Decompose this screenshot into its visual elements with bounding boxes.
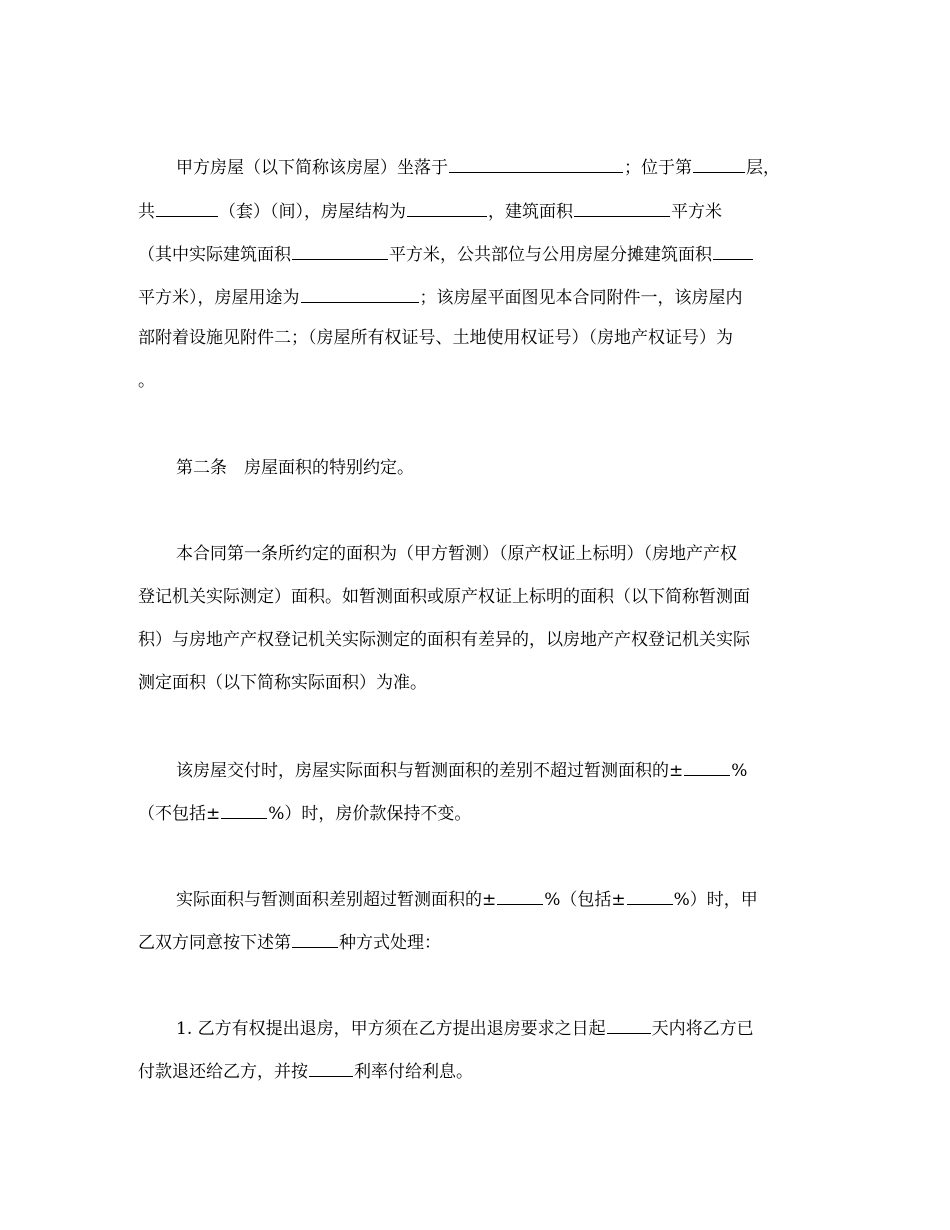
p3-line1 <box>176 757 818 781</box>
p3-line2 <box>138 800 818 824</box>
blank-exceed-incl-pct <box>627 886 673 905</box>
p1-text: 平方米），房屋用途为 <box>138 288 300 308</box>
blank-refund-days <box>607 1015 651 1034</box>
p1-text: 共 <box>138 202 155 222</box>
p4-text: %（包括± <box>544 890 626 910</box>
p1-text: ；位于第 <box>624 158 692 178</box>
p3-text: %）时，房价款保持不变。 <box>268 804 472 824</box>
p4-line1 <box>176 886 818 910</box>
p5-text: 付款退还给乙方，并按 <box>138 1062 308 1082</box>
p1-text: ，建筑面积 <box>488 202 573 222</box>
p1-line2 <box>138 198 818 222</box>
p1-text: 层， <box>746 158 780 178</box>
p2-text: 积）与房地产产权登记机关实际测定的面积有差异的，以房地产产权登记机关实际 <box>138 630 750 650</box>
blank-interest-rate <box>309 1058 353 1077</box>
p1-text: （套）（间），房屋结构为 <box>219 202 406 222</box>
blank-shared-area <box>713 241 753 260</box>
p1-text: 部附着设施见附件二；（房屋所有权证号、土地使用权证号）（房地产权证号）为 <box>138 328 733 348</box>
blank-tolerance-pct <box>684 757 730 776</box>
p1-line1 <box>176 154 818 178</box>
p1-text: ；该房屋平面图见本合同附件一，该房屋内 <box>419 288 743 308</box>
p2-line3 <box>138 628 818 652</box>
blank-exceed-pct <box>497 886 543 905</box>
p3-text: 该房屋交付时，房屋实际面积与暂测面积的差别不超过暂测面积的± <box>176 761 684 781</box>
p4-line2 <box>138 929 818 953</box>
p1-line4 <box>138 284 818 308</box>
blank-total-floors <box>156 198 218 217</box>
blank-usage <box>301 284 419 303</box>
blank-method-number <box>292 929 338 948</box>
blank-floor <box>693 154 745 173</box>
p1-text: 平方米，公共部位与公用房屋分摊建筑面积 <box>389 245 712 265</box>
p2-line4 <box>138 671 818 695</box>
blank-structure <box>407 198 487 217</box>
p1-text: 甲方房屋（以下简称该房屋）坐落于 <box>176 158 448 178</box>
p3-text: （不包括± <box>138 804 221 824</box>
p1-text: （其中实际建筑面积 <box>138 245 291 265</box>
p4-text: 种方式处理： <box>339 933 441 953</box>
p1-line6 <box>138 369 818 393</box>
p4-text: 实际面积与暂测面积差别超过暂测面积的± <box>176 890 497 910</box>
blank-location <box>449 154 623 173</box>
p2-text: 登记机关实际测定）面积。如暂测面积或原产权证上标明的面积（以下简称暂测面 <box>138 587 750 607</box>
article2-heading <box>176 456 818 480</box>
p4-text: 乙双方同意按下述第 <box>138 933 291 953</box>
blank-building-area <box>574 198 670 217</box>
p5-line2 <box>138 1058 818 1082</box>
p5-text: 1. 乙方有权提出退房，甲方须在乙方提出退房要求之日起 <box>176 1019 606 1039</box>
p2-line1 <box>176 542 818 566</box>
p1-text: 平方米 <box>671 202 722 222</box>
p3-text: % <box>731 761 748 781</box>
p1-line5 <box>138 326 818 350</box>
blank-actual-area <box>292 241 388 260</box>
p1-line3 <box>138 241 818 265</box>
p5-text: 天内将乙方已 <box>651 1019 754 1039</box>
p4-text: %）时，甲 <box>673 890 758 910</box>
p1-text: 。 <box>138 371 155 391</box>
p2-text: 测定面积（以下简称实际面积）为准。 <box>138 673 427 693</box>
p5-text: 利率付给利息。 <box>354 1062 473 1082</box>
p2-text: 本合同第一条所约定的面积为（甲方暂测）（原产权证上标明）（房地产产权 <box>176 544 737 564</box>
p5-line1 <box>176 1015 818 1039</box>
p2-line2 <box>138 585 818 609</box>
blank-tolerance-excl-pct <box>221 800 267 819</box>
heading-text: 第二条 房屋面积的特别约定。 <box>176 458 414 478</box>
